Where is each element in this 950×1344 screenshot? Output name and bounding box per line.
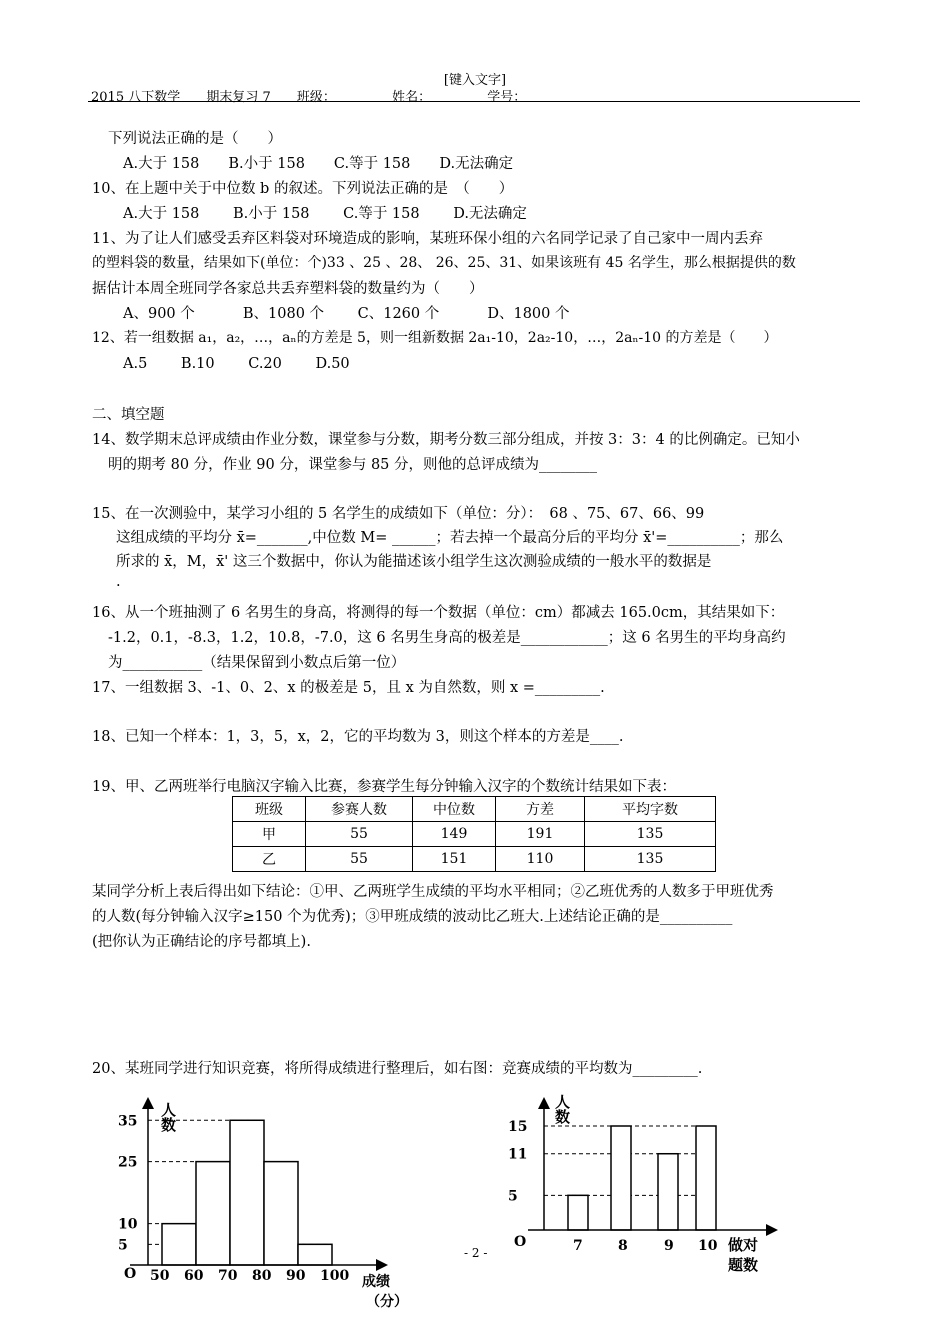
x-axis-label <box>362 1273 408 1310</box>
q12-question: 12、若一组数据 a₁，a₂，…，aₙ的方差是 5，则一组新数据 2a₁-10，2a₂-10，…，2aₙ-10 的方差是（ ） <box>92 330 778 346</box>
section-fill-blank: 二、填空题 <box>92 407 165 423</box>
histogram-bar <box>230 1120 264 1265</box>
bar-chart <box>500 1090 790 1290</box>
y-tick-label: 10 <box>118 1216 138 1233</box>
table-header-row <box>233 797 716 822</box>
q11-line1: 11、为了让人们感受丢弃区料袋对环境造成的影响，某班环保小组的六名同学记录了自己家中一周内丢弃 <box>92 231 763 247</box>
table-cell: 55 <box>306 847 413 872</box>
x-axis-label-line: 成绩 <box>362 1274 390 1290</box>
header-class: 班级： <box>296 90 336 105</box>
header-name: 姓名： <box>392 90 432 105</box>
x-tick-label: 7 <box>573 1238 583 1254</box>
q11-options: A、900 个 B、1080 个 C、1260 个 D、1800 个 <box>123 306 570 322</box>
q16-line1: 16、从一个班抽测了 6 名男生的身高，将测得的每一个数据（单位：cm）都减去 165.0cm，其结果如下： <box>92 605 785 621</box>
y-tick-label: 5 <box>508 1188 518 1205</box>
q9-options: A.大于 158 B.小于 158 C.等于 158 D.无法确定 <box>123 156 514 172</box>
table-header-cell: 班级 <box>233 797 306 822</box>
y-tick-label: 5 <box>118 1237 128 1254</box>
table-header-cell: 平均字数 <box>585 797 716 822</box>
q9-prompt: 下列说法正确的是（ ） <box>108 131 282 147</box>
table-header-cell: 中位数 <box>413 797 496 822</box>
table-header-cell: 参赛人数 <box>306 797 413 822</box>
table-cell: 149 <box>413 822 496 847</box>
bar <box>658 1154 678 1230</box>
q19-question: 19、甲、乙两班举行电脑汉字输入比赛，参赛学生每分钟输入汉字的个数统计结果如下表： <box>92 779 676 795</box>
header-rule <box>88 101 860 102</box>
header-top-label: [键入文字] <box>443 73 507 88</box>
q12-options: A.5 B.10 C.20 D.50 <box>123 356 350 372</box>
q18-question: 18、已知一个样本：1，3，5，x，2，它的平均数为 3，则这个样本的方差是____. <box>92 729 624 745</box>
q19-analysis-line3: (把你认为正确结论的序号都填上). <box>92 934 311 950</box>
histogram-bar <box>196 1162 230 1265</box>
table-cell: 甲 <box>233 822 306 847</box>
q16-line2: -1.2，0.1，-8.3，1.2，10.8，-7.0，这 6 名男生身高的极差是____________；这 6 名男生的平均身高约 <box>108 630 786 646</box>
q14-line1: 14、数学期末总评成绩由作业分数，课堂参与分数，期考分数三部分组成，并按 3：3：4 的比例确定。已知小 <box>92 432 800 448</box>
x-tick-label: 80 <box>252 1268 272 1284</box>
header-info <box>91 86 548 105</box>
table-cell: 191 <box>496 822 585 847</box>
q19-analysis-line1: 某同学分析上表后得出如下结论：①甲、乙两班学生成绩的平均水平相同；②乙班优秀的人数多于甲班优秀 <box>92 884 774 900</box>
x-tick-label: 50 <box>150 1268 170 1284</box>
bar <box>611 1126 631 1230</box>
q19-table <box>232 796 716 872</box>
table-row <box>233 822 716 847</box>
x-axis-label-line: （分） <box>366 1294 408 1310</box>
histogram-bar <box>162 1224 196 1265</box>
table-row <box>233 847 716 872</box>
y-tick-label: 15 <box>508 1119 528 1135</box>
table-cell: 135 <box>585 847 716 872</box>
y-tick-label: 25 <box>118 1154 138 1171</box>
q10-question: 10、在上题中关于中位数 b 的叙述。下列说法正确的是 （ ） <box>92 181 514 197</box>
q15-line1: 15、在一次测验中，某学习小组的 5 名学生的成绩如下（单位：分）： 68 、75、67、66、99 <box>92 506 705 522</box>
q14-line2: 明的期考 80 分，作业 90 分，课堂参与 85 分，则他的总评成绩为________ <box>108 457 598 473</box>
table-cell: 151 <box>413 847 496 872</box>
origin-label: O <box>514 1234 527 1250</box>
header-course: 2015 八下数学 <box>91 90 181 105</box>
y-tick-label: 11 <box>508 1146 528 1163</box>
x-axis-label: 做对题数 <box>728 1236 759 1274</box>
histogram-chart <box>100 1090 430 1320</box>
table-cell: 55 <box>306 822 413 847</box>
header-review: 期末复习 7 <box>206 90 271 105</box>
x-tick-label: 70 <box>218 1268 238 1284</box>
page-number: - 2 - <box>464 1246 488 1260</box>
bar <box>568 1195 588 1230</box>
q11-line2: 的塑料袋的数量，结果如下(单位：个)33 、25 、28、 26、25、31、如果该班有 45 名学生，那么根据提供的数 <box>92 255 796 271</box>
q16-line3: 为___________（结果保留到小数点后第一位） <box>108 655 406 671</box>
table-cell: 乙 <box>233 847 306 872</box>
histogram-bar <box>298 1244 332 1265</box>
origin-label: O <box>124 1266 137 1282</box>
y-axis-label: 人数 <box>159 1102 177 1132</box>
x-tick-label: 60 <box>184 1268 204 1284</box>
x-tick-label: 90 <box>286 1268 306 1284</box>
q11-line3: 据估计本周全班同学各家总共丢弃塑料袋的数量约为（ ） <box>92 281 484 297</box>
x-tick-label: 10 <box>698 1238 718 1254</box>
y-tick-label: 35 <box>118 1113 138 1130</box>
q17-question: 17、一组数据 3、-1、0、2、x 的极差是 5，且 x 为自然数，则 x =_________. <box>92 680 605 696</box>
table-header-cell: 方差 <box>496 797 585 822</box>
x-tick-label: 9 <box>664 1238 674 1254</box>
x-tick-label: 100 <box>320 1268 350 1284</box>
bar <box>696 1126 716 1230</box>
x-tick-label: 8 <box>618 1238 628 1254</box>
header-id: 学号： <box>487 90 527 105</box>
q10-options: A.大于 158 B.小于 158 C.等于 158 D.无法确定 <box>123 206 527 222</box>
histogram-bar <box>264 1162 298 1265</box>
table-cell: 110 <box>496 847 585 872</box>
q19-analysis-line2: 的人数(每分钟输入汉字≥150 个为优秀)；③甲班成绩的波动比乙班大.上述结论正确的是__________ <box>92 909 733 925</box>
q20-question: 20、某班同学进行知识竞赛，将所得成绩进行整理后，如右图：竞赛成绩的平均数为_________. <box>92 1061 703 1077</box>
q15-line2: 这组成绩的平均分 x̄=_______,中位数 M= ______；若去掉一个最高分后的平均分 x̄'=__________；那么 <box>116 530 784 546</box>
table-cell: 135 <box>585 822 716 847</box>
q15-line3: 所求的 x̄，M，x̄' 这三个数据中，你认为能描述该小组学生这次测验成绩的一般水平的数据是 <box>116 554 712 570</box>
q15-line4: . <box>116 574 121 590</box>
y-axis-label: 人数 <box>553 1094 571 1124</box>
